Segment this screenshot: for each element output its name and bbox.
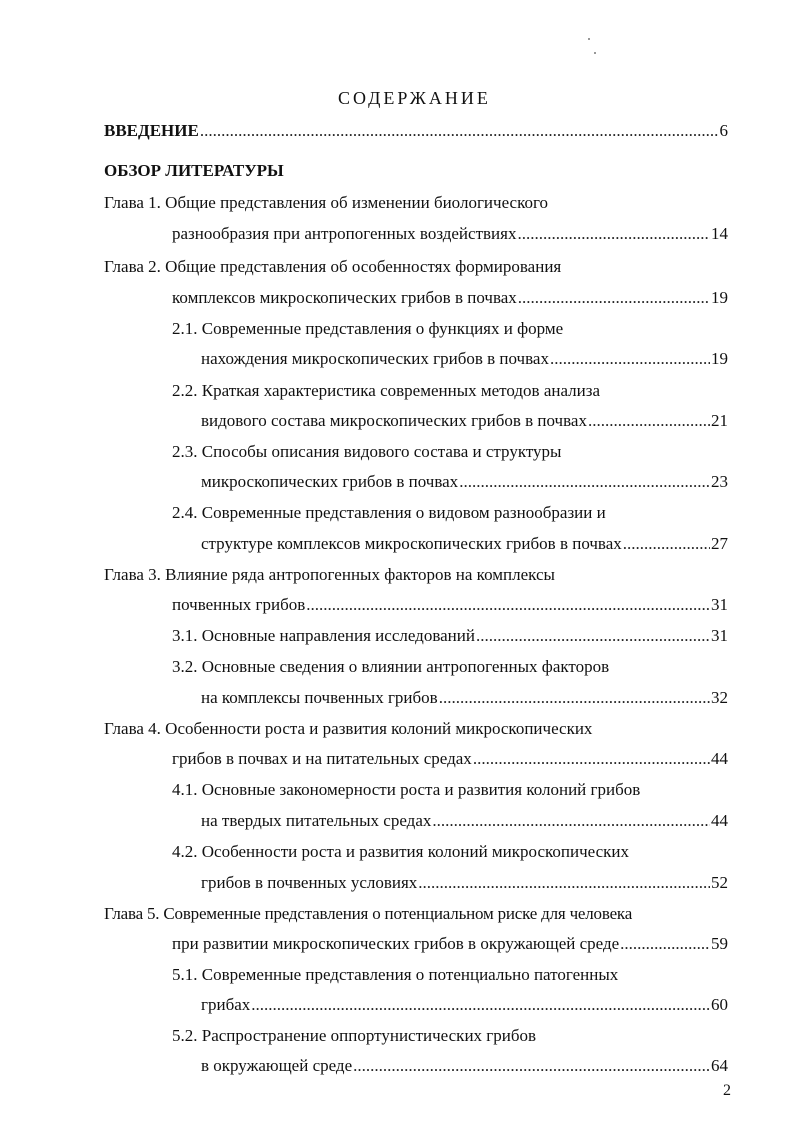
toc-entry-label: видового состава микроскопических грибов в почвах (201, 411, 587, 430)
toc-leader-dots (251, 994, 710, 1016)
toc-entry-line1: 5.1. Современные представления о потенциально патогенных (172, 965, 619, 984)
toc-entry-chapter-1 (172, 223, 728, 245)
toc-leader-dots (550, 348, 710, 370)
toc-entry-section-5-2 (201, 1055, 728, 1077)
toc-entry-section-2-1 (201, 348, 728, 370)
toc-entry-section-4-2 (201, 872, 728, 894)
toc-entry-label: микроскопических грибов в почвах (201, 472, 459, 491)
toc-entry-line1: 2.2. Краткая характеристика современных методов анализа (172, 381, 600, 400)
toc-entry-line1: Глава 4. Особенности роста и развития колоний микроскопических (104, 719, 593, 738)
toc-entry-chapter-3 (172, 594, 728, 616)
toc-page-number: 19 (711, 349, 728, 368)
toc-entry-line1: 5.2. Распространение оппортунистических грибов (172, 1026, 537, 1045)
toc-entry-line1: 2.3. Способы описания видового состава и структуры (172, 442, 562, 461)
toc-page-number: 32 (711, 688, 728, 707)
toc-entry-section-2-3 (201, 471, 728, 493)
toc-entry-intro (104, 120, 728, 142)
toc-entry-line1: 2.1. Современные представления о функциях и форме (172, 319, 564, 338)
toc-entry-chapter-4 (172, 748, 728, 770)
toc-leader-dots (473, 748, 710, 770)
toc-entry-label: при развитии микроскопических грибов в окружающей среде (172, 934, 620, 953)
toc-page-number: 6 (719, 121, 728, 140)
toc-entry-label: ВВЕДЕНИЕ (104, 121, 199, 140)
scan-speck (588, 38, 590, 40)
toc-entry-label: комплексов микроскопических грибов в почвах (172, 288, 517, 307)
toc-entry-line1: 2.4. Современные представления о видовом разнообразии и (172, 503, 606, 522)
toc-page-number: 19 (711, 288, 728, 307)
toc-entry-section-3-2 (201, 687, 728, 709)
toc-page-number: 64 (711, 1056, 728, 1075)
toc-leader-dots (476, 625, 710, 647)
toc-entry-label: 3.1. Основные направления исследований (172, 626, 475, 645)
toc-entry-line1: 4.2. Особенности роста и развития колоний микроскопических (172, 842, 630, 861)
toc-entry-label: разнообразия при антропогенных воздействиях (172, 224, 517, 243)
toc-entry-section-2-2 (201, 410, 728, 432)
page-number: 2 (723, 1082, 731, 1099)
toc-entry-label: почвенных грибов (172, 595, 306, 614)
toc-page-number: 44 (711, 749, 728, 768)
toc-entry-chapter-2 (172, 287, 728, 309)
toc-entry-label: грибов в почвенных условиях (201, 873, 418, 892)
toc-leader-dots (306, 594, 710, 616)
toc-entry-line1: 4.1. Основные закономерности роста и развития колоний грибов (172, 780, 641, 799)
toc-leader-dots (459, 471, 710, 493)
toc-entry-line1: Глава 1. Общие представления об изменении биологического (104, 193, 549, 212)
toc-entry-label: нахождения микроскопических грибов в почвах (201, 349, 549, 368)
section-heading-review: ОБЗОР ЛИТЕРАТУРЫ (104, 161, 284, 180)
toc-leader-dots (623, 533, 710, 555)
toc-page-number: 44 (711, 811, 728, 830)
toc-leader-dots (353, 1055, 710, 1077)
toc-leader-dots (432, 810, 710, 832)
toc-entry-label: в окружающей среде (201, 1056, 353, 1075)
toc-page-number: 21 (711, 411, 728, 430)
toc-leader-dots (620, 933, 710, 955)
toc-leader-dots (588, 410, 710, 432)
toc-leader-dots (517, 223, 710, 245)
toc-page-number: 31 (711, 595, 728, 614)
toc-page-number: 59 (711, 934, 728, 953)
toc-leader-dots (418, 872, 710, 894)
toc-entry-label: на твердых питательных средах (201, 811, 432, 830)
toc-entry-section-3-1 (172, 625, 728, 647)
page-title: СОДЕРЖАНИЕ (338, 88, 491, 108)
toc-entry-section-5-1 (201, 994, 728, 1016)
toc-leader-dots (518, 287, 710, 309)
toc-entry-label: грибов в почвах и на питательных средах (172, 749, 472, 768)
toc-entry-line1: Глава 5. Современные представления о потенциальном риске для человека (104, 904, 633, 923)
toc-leader-dots (200, 120, 719, 142)
toc-page-number: 60 (711, 995, 728, 1014)
toc-page-number: 23 (711, 472, 728, 491)
toc-entry-label: грибах (201, 995, 251, 1014)
toc-page-number: 31 (711, 626, 728, 645)
toc-page-number: 52 (711, 873, 728, 892)
toc-entry-line1: Глава 2. Общие представления об особенностях формирования (104, 257, 562, 276)
toc-entry-label: структуре комплексов микроскопических грибов в почвах (201, 534, 622, 553)
toc-page-number: 14 (711, 224, 728, 243)
toc-entry-chapter-5 (172, 933, 728, 955)
toc-leader-dots (439, 687, 710, 709)
scan-speck (594, 52, 596, 54)
toc-entry-section-2-4 (201, 533, 728, 555)
toc-entry-label: на комплексы почвенных грибов (201, 688, 438, 707)
toc-entry-line1: 3.2. Основные сведения о влиянии антропогенных факторов (172, 657, 610, 676)
toc-entry-section-4-1 (201, 810, 728, 832)
toc-page-number: 27 (711, 534, 728, 553)
toc-entry-line1: Глава 3. Влияние ряда антропогенных факторов на комплексы (104, 565, 555, 584)
